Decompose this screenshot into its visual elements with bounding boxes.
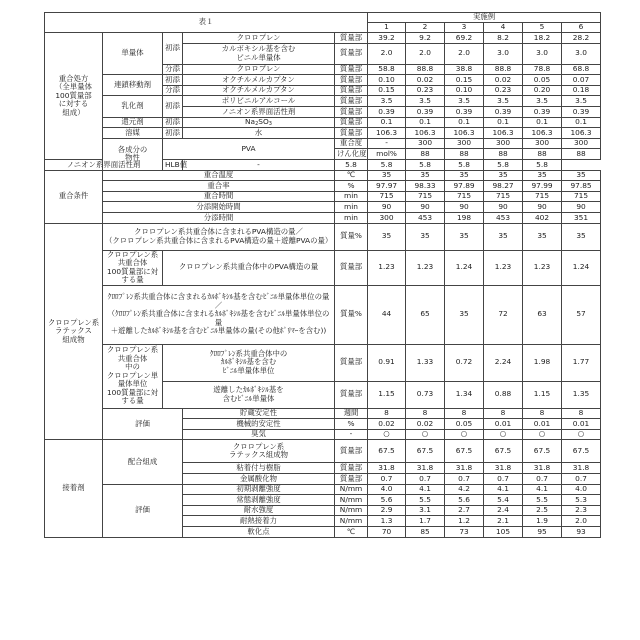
row-name: 臭気 [183, 429, 335, 440]
value-cell: 5.8 [484, 160, 523, 171]
row-name: カルボキシル基を含む ビニル単量体 [183, 43, 335, 64]
value-cell: 0.39 [368, 107, 406, 118]
value-cell: 5.8 [368, 160, 406, 171]
row-name: Na2SO3 [183, 117, 335, 128]
col-5: 5 [523, 22, 562, 33]
row-name: HLB値 [163, 160, 183, 171]
value-cell: 4.1 [484, 484, 523, 495]
value-cell: 0.88 [484, 381, 523, 408]
value-cell: 88 [406, 149, 445, 160]
value-cell: 95 [523, 527, 562, 538]
value-cell: 0.1 [484, 117, 523, 128]
value-cell: 1.7 [406, 516, 445, 527]
value-cell: 4.2 [445, 484, 484, 495]
row-unit: min [335, 191, 368, 202]
value-cell: 67.5 [484, 440, 523, 463]
initial-label: 初添 [163, 33, 183, 65]
value-cell: 0.23 [484, 85, 523, 96]
row-unit: mol% [368, 149, 406, 160]
row-unit: 質量部 [335, 64, 368, 75]
value-cell: 90 [562, 202, 601, 213]
value-cell: 715 [406, 191, 445, 202]
value-cell: 0.15 [368, 85, 406, 96]
value-cell: 0.7 [562, 474, 601, 485]
value-cell: 4.1 [406, 484, 445, 495]
value-cell: 3.0 [484, 43, 523, 64]
row-unit: 質量部 [335, 128, 368, 139]
properties-group-label: 各成分の 物性 [103, 138, 163, 170]
value-cell: 8 [484, 408, 523, 419]
value-cell: 8 [562, 408, 601, 419]
value-cell: 0.73 [406, 381, 445, 408]
col-6: 6 [562, 22, 601, 33]
value-cell: 31.8 [523, 463, 562, 474]
value-cell: 67.5 [523, 440, 562, 463]
value-cell: ○ [406, 429, 445, 440]
value-cell: 35 [406, 170, 445, 181]
value-cell: 2.24 [484, 344, 523, 381]
value-cell: 88 [562, 149, 601, 160]
row-unit: 質量部 [335, 85, 368, 96]
value-cell: 2.9 [368, 505, 406, 516]
cta-label: 連鎖移動剤 [103, 75, 163, 96]
value-cell: 5.4 [484, 495, 523, 506]
value-cell: 300 [484, 138, 523, 149]
value-cell: 0.1 [406, 117, 445, 128]
table-title: 表１ [45, 13, 368, 33]
row-unit: - [183, 160, 335, 171]
value-cell: 3.5 [368, 96, 406, 107]
value-cell: 4.0 [368, 484, 406, 495]
row-name: クロロプレン [183, 64, 335, 75]
row-name: オクチルメルカプタン [183, 75, 335, 86]
nonion-label: ノニオン系界面活性剤 [45, 160, 163, 171]
value-cell: 300 [406, 138, 445, 149]
value-cell: 106.3 [445, 128, 484, 139]
value-cell: 35 [562, 170, 601, 181]
value-cell: 0.7 [484, 474, 523, 485]
value-cell: 98.33 [406, 181, 445, 192]
value-cell: 1.9 [523, 516, 562, 527]
value-cell: 0.01 [484, 419, 523, 430]
value-cell: 58.8 [368, 64, 406, 75]
row-name: ｸﾛﾛﾌﾟﾚﾝ系共重合体中の ｶﾙﾎﾞｷｼﾙ基を含む ﾋﾞﾆﾙ単量体単位 [163, 344, 335, 381]
value-cell: 2.4 [484, 505, 523, 516]
value-cell: 0.39 [406, 107, 445, 118]
value-cell: 9.2 [406, 33, 445, 44]
row-unit: ℃ [335, 527, 368, 538]
value-cell: 0.15 [445, 75, 484, 86]
value-cell: 0.1 [562, 117, 601, 128]
value-cell: 5.8 [445, 160, 484, 171]
row-unit: 質量部 [335, 440, 368, 463]
row-unit: min [335, 202, 368, 213]
split-label: 分添 [163, 85, 183, 96]
value-cell: 2.0 [445, 43, 484, 64]
value-cell: 35 [368, 223, 406, 250]
row-unit: 質量部 [335, 43, 368, 64]
value-cell: 97.85 [562, 181, 601, 192]
value-cell: 715 [368, 191, 406, 202]
value-cell: 0.10 [368, 75, 406, 86]
row-unit: 質量部 [335, 250, 368, 285]
row-name: 重合時間 [103, 191, 335, 202]
row-name: 分添時間 [103, 213, 335, 224]
value-cell: 31.8 [406, 463, 445, 474]
value-cell: 3.0 [523, 43, 562, 64]
row-name: クロロプレン系 ラテックス組成物 [183, 440, 335, 463]
latex-group-label: クロロプレン系 ラテックス 組成物 [45, 223, 103, 440]
row-name: オクチルメルカプタン [183, 85, 335, 96]
value-cell: 35 [368, 170, 406, 181]
row-unit: 質量部 [335, 33, 368, 44]
value-cell: 98.27 [484, 181, 523, 192]
value-cell: 1.15 [368, 381, 406, 408]
col-3: 3 [445, 22, 484, 33]
value-cell: 90 [484, 202, 523, 213]
value-cell: 715 [562, 191, 601, 202]
value-cell: 0.7 [368, 474, 406, 485]
value-cell: 8 [445, 408, 484, 419]
row-name: 重合温度 [103, 170, 335, 181]
row-name: 機械的安定性 [183, 419, 335, 430]
row-unit: 質量% [335, 223, 368, 250]
value-cell: 8 [523, 408, 562, 419]
value-cell: 90 [523, 202, 562, 213]
row-name: 粘着付与樹脂 [183, 463, 335, 474]
initial-label: 初添 [163, 128, 183, 139]
value-cell: 44 [368, 285, 406, 344]
value-cell: 35 [562, 223, 601, 250]
value-cell: 453 [484, 213, 523, 224]
value-cell: 2.7 [445, 505, 484, 516]
value-cell: 5.6 [368, 495, 406, 506]
composition-group-label: 重合処方 （全単量体 100質量部 に対する 組成） [45, 33, 103, 160]
value-cell: 2.0 [368, 43, 406, 64]
adhesive-group-label: 接着剤 [45, 440, 103, 537]
value-cell: 715 [484, 191, 523, 202]
row-unit: ℃ [335, 170, 368, 181]
value-cell: 2.0 [562, 516, 601, 527]
value-cell: 1.23 [406, 250, 445, 285]
value-cell: ○ [562, 429, 601, 440]
row-name: 耐熱接着力 [183, 516, 335, 527]
value-cell: 106.3 [562, 128, 601, 139]
value-cell: 88 [445, 149, 484, 160]
value-cell: 72 [484, 285, 523, 344]
value-cell: 0.39 [445, 107, 484, 118]
value-cell: ○ [484, 429, 523, 440]
value-cell: 351 [562, 213, 601, 224]
value-cell: 97.99 [523, 181, 562, 192]
value-cell: 35 [484, 223, 523, 250]
value-cell: 5.8 [335, 160, 368, 171]
value-cell: 2.5 [523, 505, 562, 516]
value-cell: 2.1 [484, 516, 523, 527]
value-cell: 1.23 [368, 250, 406, 285]
value-cell: 35 [445, 285, 484, 344]
row-unit: min [335, 213, 368, 224]
pva-label: PVA [163, 138, 335, 159]
row-name: 金属酸化物 [183, 474, 335, 485]
value-cell: 1.77 [562, 344, 601, 381]
value-cell: 88.8 [406, 64, 445, 75]
value-cell: 0.07 [562, 75, 601, 86]
value-cell: 68.8 [562, 64, 601, 75]
value-cell: 4.0 [562, 484, 601, 495]
initial-label: 初添 [163, 96, 183, 117]
value-cell: 0.1 [368, 117, 406, 128]
value-cell: 67.5 [368, 440, 406, 463]
monomer-label: 単量体 [103, 33, 163, 75]
row-unit: 質量部 [335, 474, 368, 485]
row-unit: 質量部 [335, 381, 368, 408]
row-name: 耐水強度 [183, 505, 335, 516]
value-cell: 1.34 [445, 381, 484, 408]
row-name: ノニオン系界面活性剤 [183, 107, 335, 118]
row-name: ポリビニルアルコール [183, 96, 335, 107]
value-cell: 18.2 [523, 33, 562, 44]
row-unit: N/mm [335, 495, 368, 506]
value-cell: 88.8 [484, 64, 523, 75]
solvent-label: 溶媒 [103, 128, 163, 139]
split-label: 分添 [163, 64, 183, 75]
value-cell: 1.2 [445, 516, 484, 527]
emulsifier-label: 乳化剤 [103, 96, 163, 117]
value-cell: 0.39 [562, 107, 601, 118]
value-cell: 78.8 [523, 64, 562, 75]
col-4: 4 [484, 22, 523, 33]
value-cell: 0.02 [484, 75, 523, 86]
value-cell: 35 [523, 223, 562, 250]
value-cell: 3.5 [406, 96, 445, 107]
value-cell: 0.1 [445, 117, 484, 128]
value-cell: 3.5 [562, 96, 601, 107]
value-cell: 5.8 [406, 160, 445, 171]
value-cell: 69.2 [445, 33, 484, 44]
value-cell: 67.5 [562, 440, 601, 463]
value-cell: 0.39 [484, 107, 523, 118]
reductant-label: 還元剤 [103, 117, 163, 128]
row-unit: 質量部 [335, 344, 368, 381]
value-cell: 5.3 [562, 495, 601, 506]
value-cell: 0.05 [523, 75, 562, 86]
value-cell: 88 [523, 149, 562, 160]
row-name: クロロプレン系共重合体中のPVA構造の量 [163, 250, 335, 285]
value-cell: 88 [484, 149, 523, 160]
value-cell: 57 [562, 285, 601, 344]
examples-header: 実施例 [368, 13, 601, 23]
value-cell: 1.98 [523, 344, 562, 381]
value-cell: 8 [368, 408, 406, 419]
value-cell: 0.91 [368, 344, 406, 381]
value-cell: 67.5 [445, 440, 484, 463]
value-cell: 35 [406, 223, 445, 250]
value-cell: 0.02 [406, 419, 445, 430]
row-unit: 質量部 [335, 463, 368, 474]
initial-label: 初添 [163, 117, 183, 128]
value-cell: 70 [368, 527, 406, 538]
value-cell: 0.7 [523, 474, 562, 485]
value-cell: ○ [523, 429, 562, 440]
row-unit: % [335, 181, 368, 192]
value-cell: 97.89 [445, 181, 484, 192]
value-cell: 0.02 [368, 419, 406, 430]
row-name: 常態剥離強度 [183, 495, 335, 506]
value-cell: 8.2 [484, 33, 523, 44]
row-unit: N/mm [335, 516, 368, 527]
value-cell: 0.01 [523, 419, 562, 430]
value-cell: 0.7 [445, 474, 484, 485]
value-cell: 402 [523, 213, 562, 224]
value-cell: ○ [445, 429, 484, 440]
value-cell: 90 [368, 202, 406, 213]
value-cell: 1.24 [562, 250, 601, 285]
adhesive-eval-label: 評価 [103, 484, 183, 537]
row-name: 分添開始時間 [103, 202, 335, 213]
row-name: 貯蔵安定性 [183, 408, 335, 419]
value-cell: 8 [406, 408, 445, 419]
per100-label: クロロプレン系共重合体 100質量部に対する量 [103, 250, 163, 285]
value-cell: 106.3 [406, 128, 445, 139]
value-cell: 2.0 [406, 43, 445, 64]
row-unit: 質量% [335, 285, 368, 344]
row-name: 重合度 [335, 138, 368, 149]
row-unit: 週間 [335, 408, 368, 419]
row-unit: 質量部 [335, 75, 368, 86]
value-cell: 67.5 [406, 440, 445, 463]
unit100-label: クロロプレン系共重合体 中の クロロプレン単量体単位 100質量部に対する量 [103, 344, 163, 408]
value-cell: 90 [445, 202, 484, 213]
value-cell: 5.6 [445, 495, 484, 506]
value-cell: 0.7 [406, 474, 445, 485]
value-cell: 1.3 [368, 516, 406, 527]
row-name: けん化度 [335, 149, 368, 160]
row-unit: N/mm [335, 505, 368, 516]
value-cell: 1.33 [406, 344, 445, 381]
value-cell: 300 [445, 138, 484, 149]
value-cell: 300 [368, 213, 406, 224]
value-cell: 31.8 [484, 463, 523, 474]
value-cell: 0.1 [523, 117, 562, 128]
value-cell: 3.0 [562, 43, 601, 64]
row-name: クロロプレン [183, 33, 335, 44]
value-cell: 715 [523, 191, 562, 202]
value-cell: ○ [368, 429, 406, 440]
row-unit: 質量部 [335, 117, 368, 128]
value-cell: 0.10 [445, 85, 484, 96]
value-cell: 2.3 [562, 505, 601, 516]
value-cell: 90 [406, 202, 445, 213]
row-unit: - [335, 429, 368, 440]
value-cell: 1.24 [445, 250, 484, 285]
value-cell: 5.5 [523, 495, 562, 506]
value-cell: 1.23 [523, 250, 562, 285]
value-cell: 5.8 [523, 160, 562, 171]
value-cell: 35 [445, 223, 484, 250]
row-name: クロロプレン系共重合体に含まれるPVA構造の量／ （クロロプレン系共重合体に含まれるPVA構造の量＋遊離PVAの量） [103, 223, 335, 250]
value-cell: 35 [523, 170, 562, 181]
value-cell: 1.23 [484, 250, 523, 285]
value-cell: 106.3 [368, 128, 406, 139]
row-name: 初期剥離強度 [183, 484, 335, 495]
value-cell: 85 [406, 527, 445, 538]
value-cell: 31.8 [368, 463, 406, 474]
value-cell: 73 [445, 527, 484, 538]
value-cell: 198 [445, 213, 484, 224]
col-2: 2 [406, 22, 445, 33]
value-cell: 38.8 [445, 64, 484, 75]
value-cell: 0.05 [445, 419, 484, 430]
value-cell: 0.20 [523, 85, 562, 96]
value-cell: 0.39 [523, 107, 562, 118]
value-cell: 3.5 [445, 96, 484, 107]
value-cell: 1.35 [562, 381, 601, 408]
value-cell: 65 [406, 285, 445, 344]
value-cell: 1.15 [523, 381, 562, 408]
latex-eval-label: 評価 [103, 408, 183, 440]
row-unit: N/mm [335, 484, 368, 495]
row-name: ｸﾛﾛﾌﾟﾚﾝ系共重合体に含まれるｶﾙﾎﾞｷｼﾙ基を含むﾋﾞﾆﾙ単量体単位の量／ （ｸﾛﾛﾌﾟﾚﾝ系共重合体に含まれるｶﾙﾎﾞｷｼﾙ基を含むﾋﾞﾆﾙ単量体単位の量 ＋遊離したｶﾙﾎﾞｷｼﾙ基を含むﾋﾞﾆﾙ単量体の量(その他ﾎﾟﾘﾏｰを含む)) [103, 285, 335, 344]
row-name: 水 [183, 128, 335, 139]
value-cell: 63 [523, 285, 562, 344]
initial-label: 初添 [163, 75, 183, 86]
value-cell: 5.5 [406, 495, 445, 506]
value-cell: 300 [523, 138, 562, 149]
row-name: 重合率 [103, 181, 335, 192]
value-cell: 0.23 [406, 85, 445, 96]
row-unit: 質量部 [335, 96, 368, 107]
row-name: 遊離したｶﾙﾎﾞｷｼﾙ基を 含むﾋﾞﾆﾙ単量体 [163, 381, 335, 408]
value-cell: 106.3 [484, 128, 523, 139]
value-cell: 3.5 [523, 96, 562, 107]
value-cell: 3.1 [406, 505, 445, 516]
row-name: 軟化点 [183, 527, 335, 538]
value-cell: 31.8 [562, 463, 601, 474]
col-1: 1 [368, 22, 406, 33]
value-cell: 0.72 [445, 344, 484, 381]
formulation-label: 配合組成 [103, 440, 183, 484]
value-cell: 0.18 [562, 85, 601, 96]
row-unit: - [368, 138, 406, 149]
value-cell: 0.01 [562, 419, 601, 430]
value-cell: 715 [445, 191, 484, 202]
conditions-group-label: 重合条件 [45, 170, 103, 223]
data-table [44, 12, 601, 538]
value-cell: 0.02 [406, 75, 445, 86]
value-cell: 39.2 [368, 33, 406, 44]
row-unit: 質量部 [335, 107, 368, 118]
value-cell: 300 [562, 138, 601, 149]
value-cell: 3.5 [484, 96, 523, 107]
row-unit: % [335, 419, 368, 430]
value-cell: 35 [445, 170, 484, 181]
value-cell: 93 [562, 527, 601, 538]
value-cell: 453 [406, 213, 445, 224]
value-cell: 105 [484, 527, 523, 538]
value-cell: 31.8 [445, 463, 484, 474]
value-cell: 106.3 [523, 128, 562, 139]
value-cell: 97.97 [368, 181, 406, 192]
value-cell: 35 [484, 170, 523, 181]
value-cell: 28.2 [562, 33, 601, 44]
value-cell: 4.1 [523, 484, 562, 495]
